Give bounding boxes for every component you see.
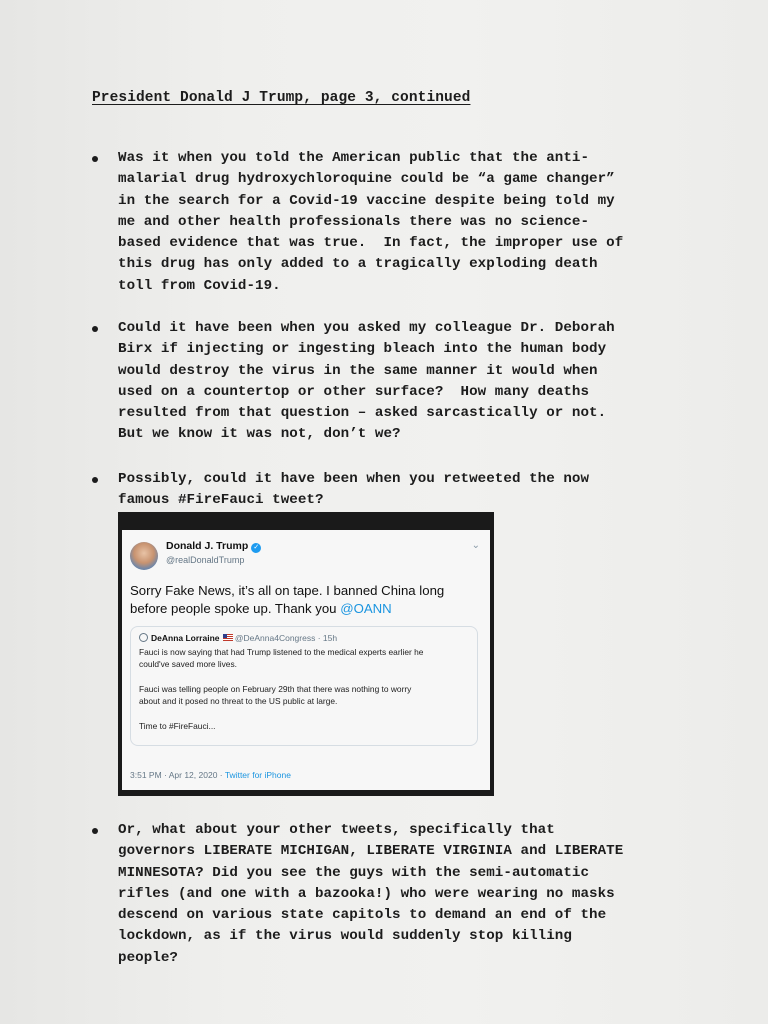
tweet-author-name: Donald J. Trump ✓	[166, 540, 261, 553]
quoted-tweet-paragraph: Time to #FireFauci...	[139, 721, 216, 731]
bullet-dot-icon	[92, 828, 98, 834]
chevron-down-icon: ⌄	[471, 540, 480, 551]
verified-badge-icon: ✓	[251, 543, 261, 553]
tweet-card	[122, 530, 490, 790]
page-heading: President Donald J Trump, page 3, continued	[92, 90, 471, 106]
bullet-text: Possibly, could it have been when you retweeted the now famous #FireFauci tweet?	[118, 471, 590, 509]
bullet-item-hydroxychloroquine	[92, 148, 732, 297]
tweet-footer: 3:51 PM · Apr 12, 2020 · Twitter for iPhone	[130, 770, 291, 780]
quoted-tweet-paragraph: Fauci was telling people on February 29th that there was nothing to worry about and it posed no threat to the US public at large.	[139, 684, 412, 706]
avatar	[130, 542, 158, 570]
quoted-tweet-header: DeAnna Lorraine @DeAnna4Congress · 15h	[139, 633, 337, 643]
bullet-text: Was it when you told the American public that the anti- malarial drug hydroxychloroquine could be “a game changer” in the search for a Covid-19 vaccine despite being told my me and other health professionals there was no science- based evidence that was true. In fact, the improper use of this drug has only added to a tragically exploding death toll from Covid-19.	[118, 150, 624, 294]
tweet-author-handle: @realDonaldTrump	[166, 555, 245, 565]
us-flag-icon	[223, 634, 233, 641]
bullet-item-firefauci	[92, 469, 732, 512]
tweet-mention: @OANN	[340, 600, 392, 616]
quote-avatar-icon	[139, 633, 148, 642]
tweet-screenshot	[118, 512, 494, 796]
bullet-dot-icon	[92, 326, 98, 332]
quoted-tweet	[130, 626, 478, 746]
bullet-item-bleach	[92, 318, 732, 446]
bullet-item-liberate	[92, 820, 732, 969]
tweet-text: Sorry Fake News, it’s all on tape. I banned China long before people spoke up. Thank you @OANN	[130, 583, 445, 616]
bullet-text: Or, what about your other tweets, specifically that governors LIBERATE MICHIGAN, LIBERATE VIRGINIA and LIBERATE MINNESOTA? Did you see the guys with the semi-automatic rifles (and one with a bazooka!) who were wearing no masks descend on various state capitols to demand an end of the lockdown, as if the virus would suddenly stop killing people?	[118, 822, 624, 966]
bullet-dot-icon	[92, 477, 98, 483]
quoted-tweet-paragraph: Fauci is now saying that had Trump listened to the medical experts earlier he could've saved more lives.	[139, 647, 424, 669]
bullet-dot-icon	[92, 156, 98, 162]
bullet-text: Could it have been when you asked my colleague Dr. Deborah Birx if injecting or ingesting bleach into the human body would destroy the virus in the same manner it would when used on a countertop or other surface? How many deaths resulted from that question – asked sarcastically or not. But we know it was not, don’t we?	[118, 320, 615, 443]
